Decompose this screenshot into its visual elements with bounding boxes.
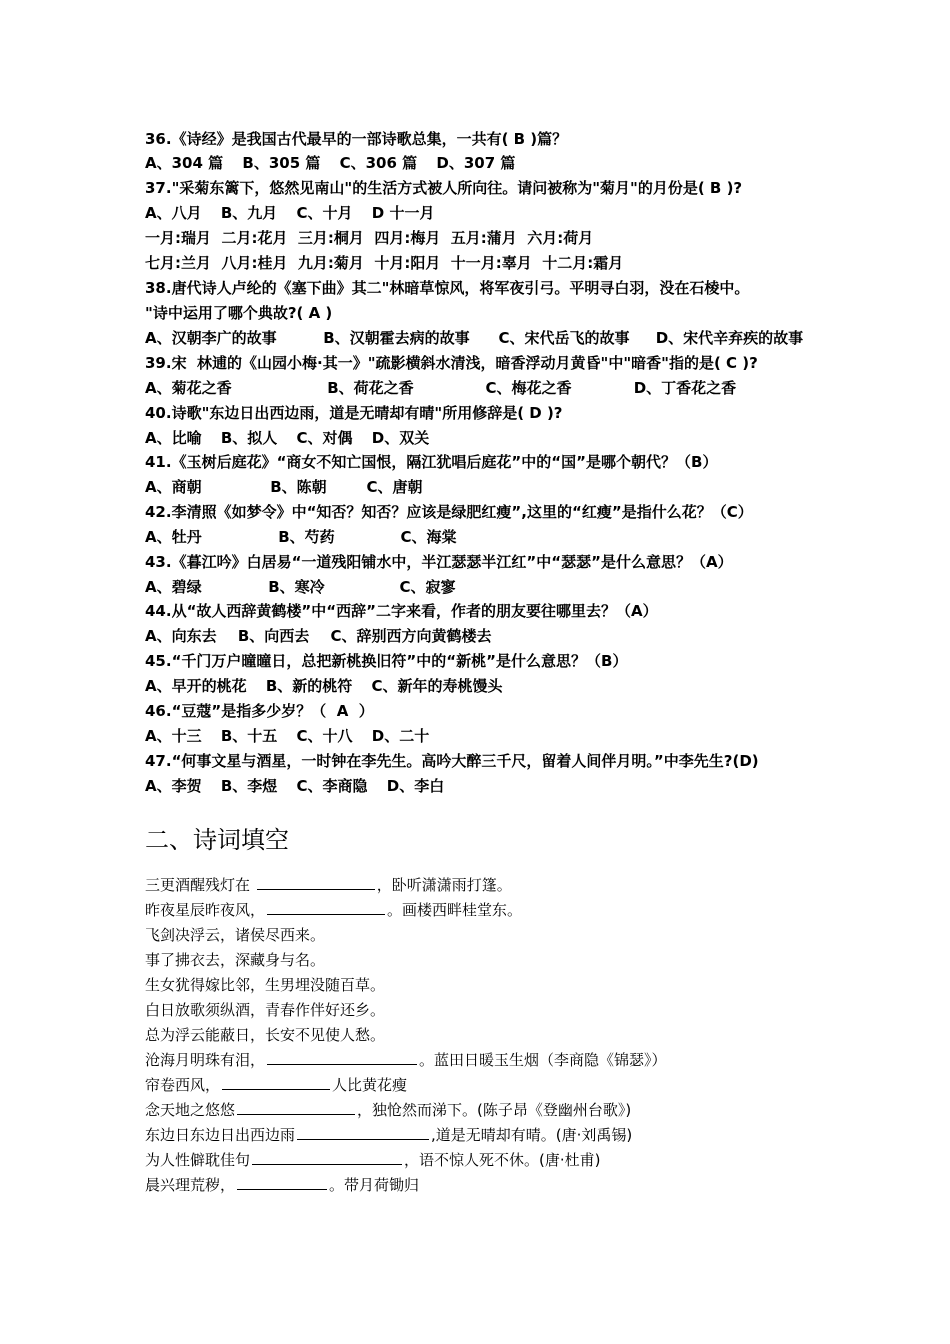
option: A、商朝: [145, 478, 202, 496]
option: A、李贺: [145, 777, 202, 795]
option: C、对偶: [296, 429, 353, 447]
question-37: 37."采菊东篱下，悠然见南山"的生活方式被人所向往。请问被称为"菊月"的月份是( B )?: [145, 179, 743, 197]
section-title: 二、诗词填空: [145, 826, 289, 854]
option: B、荷花之香: [327, 379, 414, 397]
fill-line-text: 晨兴理荒秽，: [145, 1176, 236, 1194]
option: B、向西去: [237, 627, 310, 645]
question-45: 45.“千门万户曈曈日，总把新桃换旧符”中的“新桃”是什么意思？（B）: [145, 652, 628, 670]
option: D、宋代辛弃疾的故事: [655, 329, 804, 347]
question-44: 44.从“故人西辞黄鹤楼”中“西辞”二字来看，作者的朋友要往哪里去？（A）: [145, 602, 658, 620]
fill-line: 总为浮云能蔽日，长安不见使人愁。: [145, 1026, 386, 1044]
fill-line: [145, 1098, 631, 1122]
option: A、向东去: [145, 627, 217, 645]
fill-line: [145, 1073, 407, 1097]
option: B、李煜: [220, 777, 278, 795]
option: D、双关: [371, 429, 430, 447]
fill-line-text: 为人性僻耽佳句: [145, 1151, 251, 1169]
fill-line-text: 沧海月明珠有泪，: [145, 1051, 266, 1069]
question-42: 42.李清照《如梦令》中“知否？知否？应该是绿肥红瘦”,这里的“红瘦”是指什么花？（C）: [145, 503, 753, 521]
fill-line: [145, 1048, 667, 1072]
answer-blank[interactable]: [252, 1148, 402, 1165]
answer-blank[interactable]: [257, 873, 375, 890]
month-names-2: 七月:兰月 八月:桂月 九月:菊月 十月:阳月 十一月:辜月 十二月:霜月: [145, 254, 624, 272]
option: D 十一月: [371, 204, 435, 222]
option: B、陈朝: [270, 478, 327, 496]
fill-line-text: ，卧听潇潇雨打篷。: [376, 876, 512, 894]
options-36: [145, 151, 515, 175]
option: C、306 篇: [339, 154, 418, 172]
fill-line-text: 。带月荷锄归: [329, 1176, 420, 1194]
options-39: [145, 376, 736, 400]
option: B、芍药: [278, 528, 335, 546]
fill-line: [145, 1173, 419, 1197]
option: A、汉朝李广的故事: [145, 329, 277, 347]
fill-line: 白日放歌须纵酒，青春作伴好还乡。: [145, 1001, 386, 1019]
fill-line: 飞剑决浮云，诸侯尽西来。: [145, 926, 326, 944]
options-37: [145, 201, 434, 225]
option: A、比喻: [145, 429, 202, 447]
answer-blank[interactable]: [237, 1098, 355, 1115]
option: B、十五: [220, 727, 278, 745]
options-46: [145, 724, 429, 748]
question-47: 47.“何事文星与酒星，一时钟在李先生。高吟大醉三千尺，留着人间伴月明。”中李先生?(D): [145, 752, 759, 770]
fill-line: [145, 898, 522, 922]
fill-line: 生女犹得嫁比邻，生男埋没随百草。: [145, 976, 386, 994]
options-47: [145, 774, 444, 798]
fill-line: [145, 1148, 601, 1172]
options-44: [145, 624, 492, 648]
option: C、辞别西方向黄鹤楼去: [330, 627, 492, 645]
options-38: [145, 326, 803, 350]
answer-blank[interactable]: [237, 1173, 327, 1190]
question-40: 40.诗歌"东边日出西边雨，道是无晴却有晴"所用修辞是( D )?: [145, 404, 563, 422]
fill-line-text: 念天地之悠悠: [145, 1101, 236, 1119]
question-36: 36.《诗经》是我国古代最早的一部诗歌总集，一共有( B )篇？: [145, 130, 568, 148]
option: A、碧绿: [145, 578, 202, 596]
option: C、十月: [296, 204, 353, 222]
option: D、丁香花之香: [633, 379, 737, 397]
option: B、汉朝霍去病的故事: [323, 329, 470, 347]
option: D、307 篇: [436, 154, 516, 172]
option: A、八月: [145, 204, 202, 222]
option: B、拟人: [220, 429, 278, 447]
options-45: [145, 674, 503, 698]
option: A、早开的桃花: [145, 677, 247, 695]
fill-line-text: 。蓝田日暖玉生烟（李商隐《锦瑟》）: [419, 1051, 667, 1069]
option: B、九月: [220, 204, 278, 222]
question-41: 41.《玉树后庭花》“商女不知亡国恨，隔江犹唱后庭花”中的“国”是哪个朝代？（B）: [145, 453, 718, 471]
option: A、十三: [145, 727, 202, 745]
fill-line: 事了拂衣去，深藏身与名。: [145, 951, 326, 969]
options-42: [145, 525, 456, 549]
option: B、305 篇: [242, 154, 321, 172]
question-46: 46.“豆蔻”是指多少岁？（ A ）: [145, 702, 374, 720]
question-39: 39.宋 林逋的《山园小梅·其一》"疏影横斜水清浅，暗香浮动月黄昏"中"暗香"指的是( C )?: [145, 354, 758, 372]
options-41: [145, 475, 422, 499]
fill-line-text: ,道是无晴却有晴。(唐·刘禹锡): [431, 1126, 633, 1144]
option: C、李商隐: [296, 777, 368, 795]
fill-line-text: 。画楼西畔桂堂东。: [387, 901, 523, 919]
option: A、菊花之香: [145, 379, 232, 397]
option: B、寒冷: [268, 578, 325, 596]
option: C、新年的寿桃馒头: [371, 677, 503, 695]
answer-blank[interactable]: [267, 898, 385, 915]
option: C、宋代岳飞的故事: [498, 329, 630, 347]
month-names-1: 一月:瑞月 二月:花月 三月:桐月 四月:梅月 五月:蒲月 六月:荷月: [145, 229, 594, 247]
answer-blank[interactable]: [222, 1073, 330, 1090]
fill-line-text: ，独怆然而涕下。(陈子昂《登幽州台歌》): [357, 1101, 632, 1119]
option: C、寂寥: [399, 578, 456, 596]
question-38: 38.唐代诗人卢纶的《塞下曲》其二"林暗草惊风，将军夜引弓。平明寻白羽，没在石棱中。: [145, 279, 750, 297]
option: C、唐朝: [366, 478, 423, 496]
answer-blank[interactable]: [297, 1123, 429, 1140]
option: C、十八: [296, 727, 353, 745]
answer-blank[interactable]: [267, 1048, 417, 1065]
fill-line-text: ，语不惊人死不休。(唐·杜甫): [404, 1151, 601, 1169]
option: B、新的桃符: [265, 677, 353, 695]
fill-line-text: 昨夜星辰昨夜风，: [145, 901, 266, 919]
option: C、梅花之香: [485, 379, 572, 397]
option: C、海棠: [400, 528, 457, 546]
option: A、304 篇: [145, 154, 224, 172]
option: D、李白: [386, 777, 445, 795]
options-40: [145, 426, 429, 450]
option: D、二十: [371, 727, 430, 745]
fill-line: [145, 1123, 632, 1147]
question-43: 43.《暮江吟》白居易“一道残阳铺水中，半江瑟瑟半江红”中“瑟瑟”是什么意思？（A）: [145, 553, 733, 571]
question-38-cont: "诗中运用了哪个典故?( A ): [145, 304, 333, 322]
fill-line-text: 人比黄花瘦: [332, 1076, 408, 1094]
options-43: [145, 575, 455, 599]
option: A、牡丹: [145, 528, 202, 546]
fill-line-text: 三更酒醒残灯在: [145, 876, 255, 894]
fill-line: [145, 873, 512, 897]
fill-line-text: 帘卷西风，: [145, 1076, 221, 1094]
fill-line-text: 东边日东边日出西边雨: [145, 1126, 296, 1144]
